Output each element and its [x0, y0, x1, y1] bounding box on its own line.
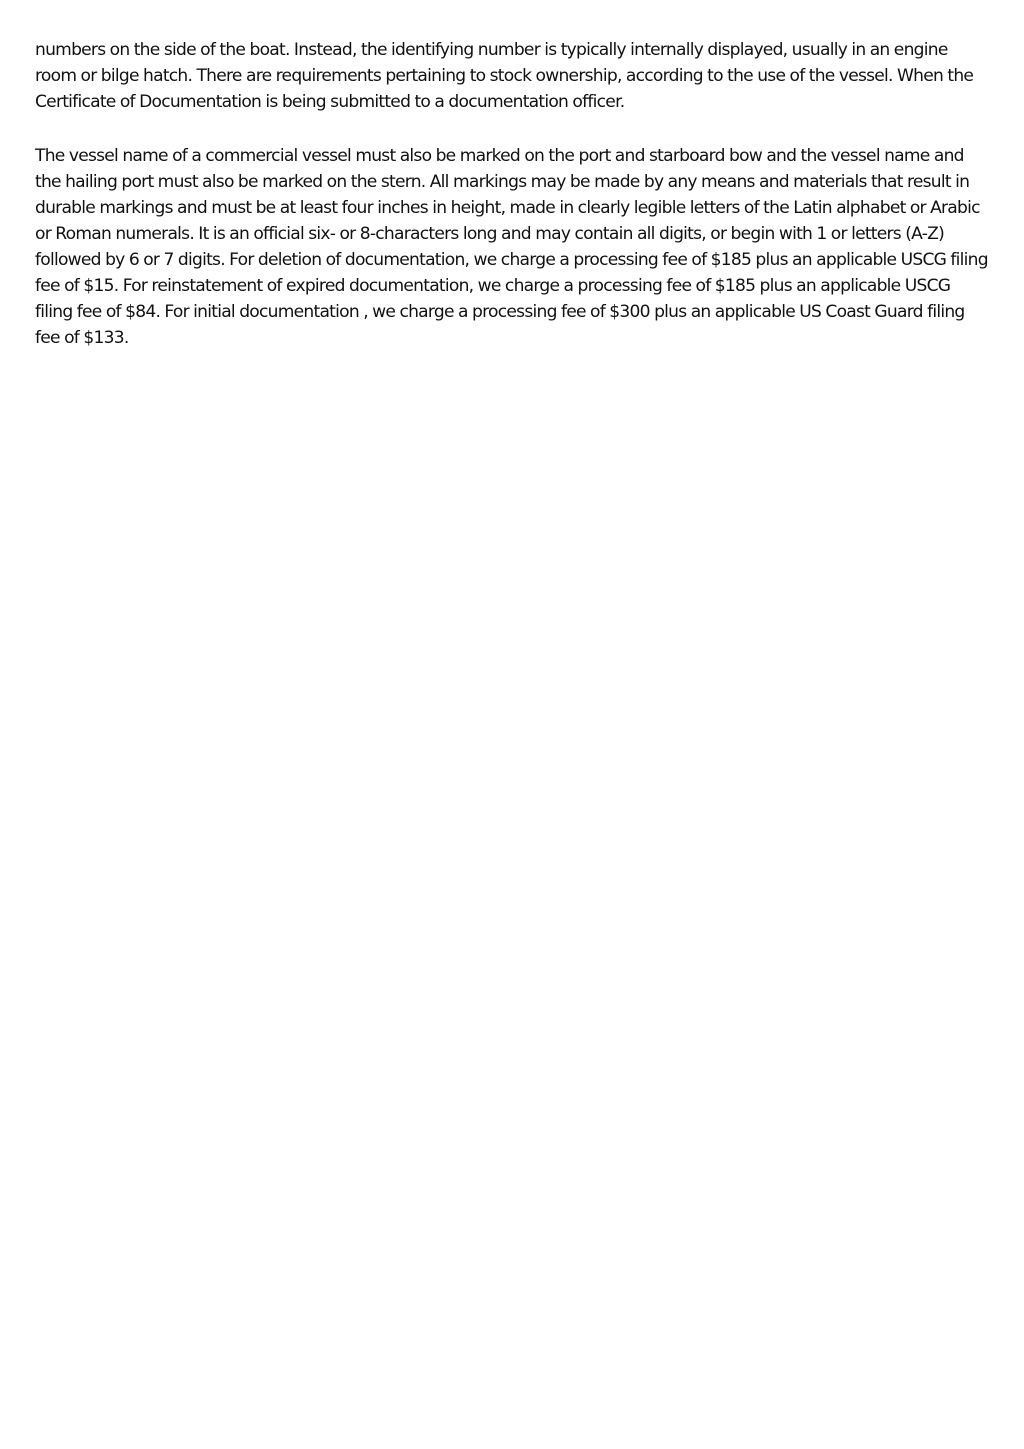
paragraph-markings-and-fees: The vessel name of a commercial vessel must also be marked on the port and starboard bow and the vessel name and the hailing port must also be marked on the stern. All markings may be made by any means and materials that result in durable markings and must be at least four inches in height, made in clearly legible letters of the Latin alphabet or Arabic or Roman numerals. It is an official six- or 8-characters long and may contain all digits, or begin with 1 or letters (A-Z) followed by 6 or 7 digits. For deletion of documentation, we charge a processing fee of $185 plus an applicable USCG filing fee of $15. For reinstatement of expired documentation, we charge a processing fee of $185 plus an applicable USCG filing fee of $84. For initial documentation , we charge a processing fee of $300 plus an applicable US Coast Guard filing fee of $133. — [35, 146, 988, 348]
paragraph-vessel-identification: numbers on the side of the boat. Instead, the identifying number is typically internally displayed, usually in an engine room or bilge hatch. There are requirements pertaining to stock ownership, according to the use of the vessel. When the Certificate of Documentation is being submitted to a documentation officer. — [35, 40, 974, 112]
document-body — [35, 37, 991, 379]
